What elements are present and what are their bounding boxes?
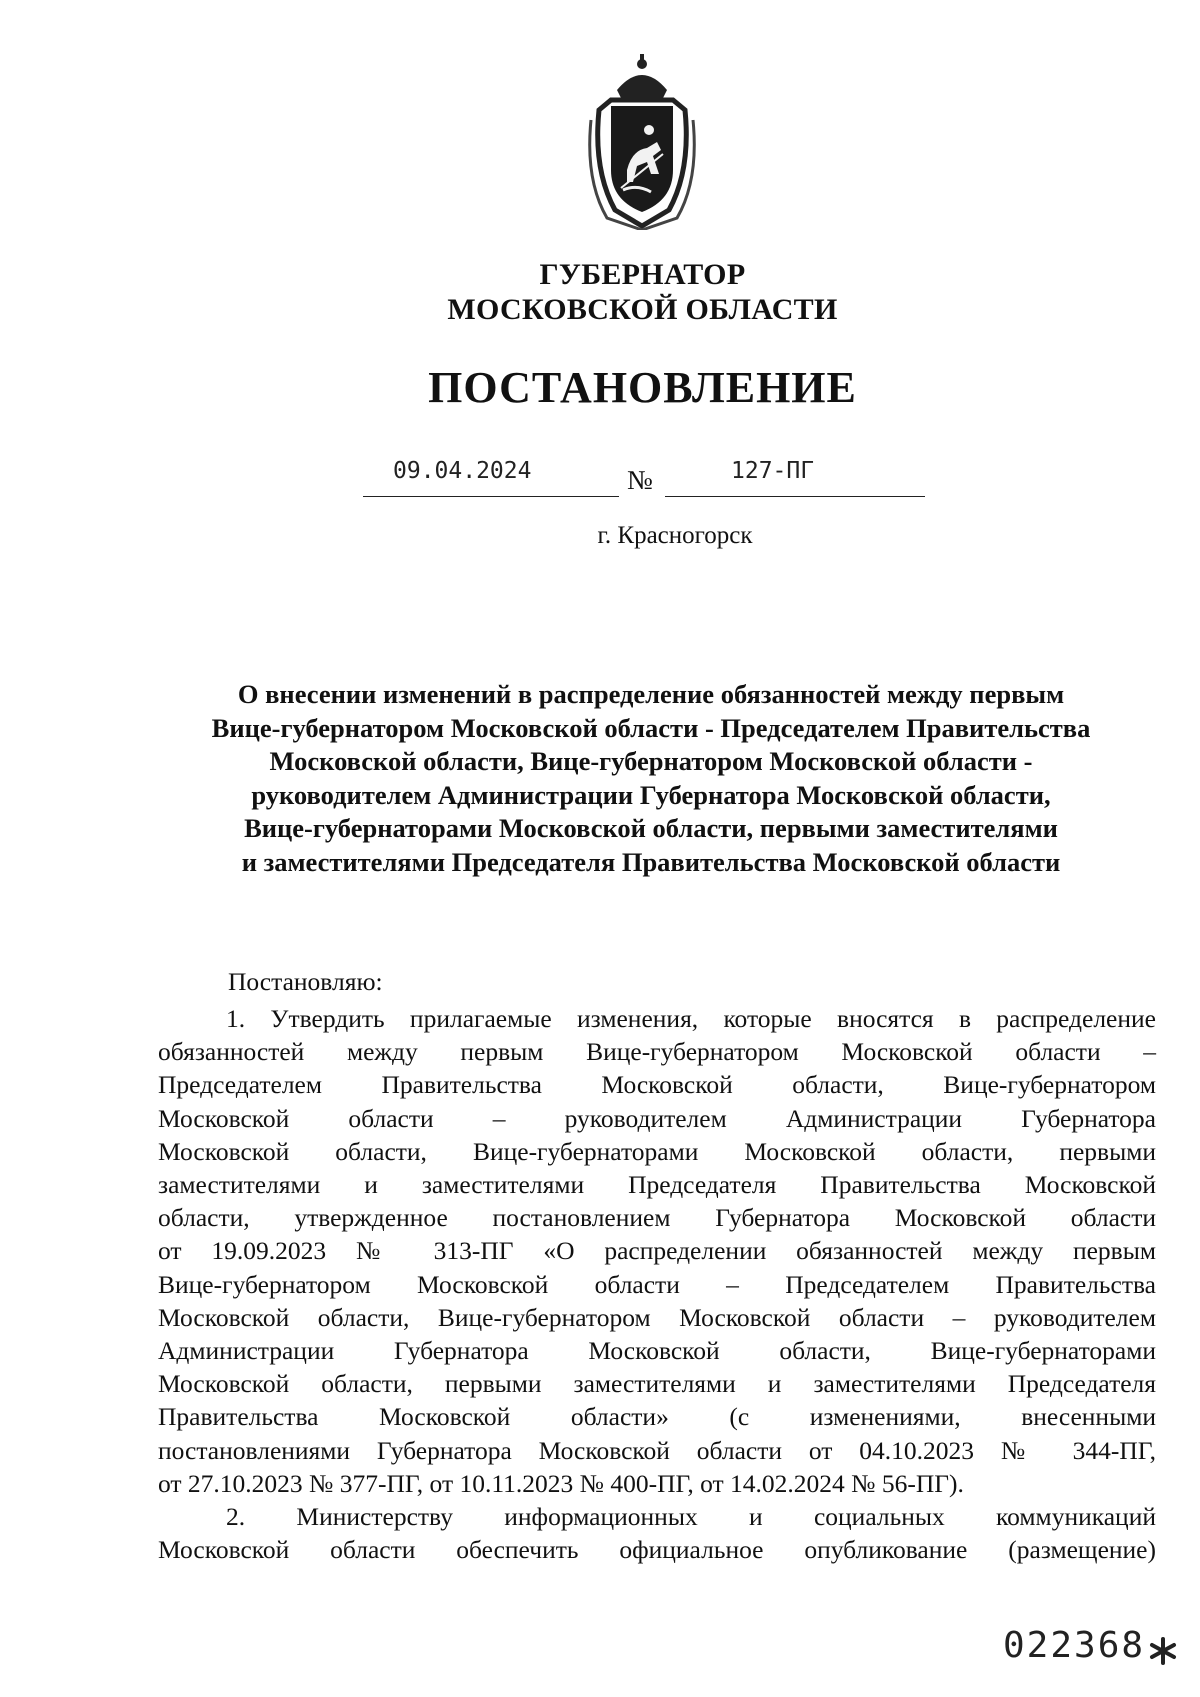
issuer-region: МОСКОВСКОЙ ОБЛАСТИ <box>447 293 838 326</box>
title-line: руководителем Администрации Губернатора Московской области, <box>251 779 1051 810</box>
body-line: 1. Утвердить прилагаемые изменения, которые вносятся в распределение <box>226 1004 1156 1033</box>
title-line: О внесении изменений в распределение обязанностей между первым <box>237 679 1065 709</box>
body-line: Московской области, первыми заместителями и заместителями Председателя <box>158 1369 1156 1399</box>
title-line: Вице-губернаторами Московской области, первыми заместителями <box>244 813 1058 843</box>
body-line: от 27.10.2023 № 377-ПГ, от 10.11.2023 № 400-ПГ, от 14.02.2024 № 56-ПГ). <box>158 1468 964 1498</box>
number-field <box>665 458 925 497</box>
document-type-heading: ПОСТАНОВЛЕНИЕ <box>428 363 857 412</box>
body-line: Председателем Правительства Московской области, Вице-губернатором <box>158 1070 1156 1100</box>
body-line: от 19.09.2023 № 313-ПГ «О распределении обязанностей между первым <box>158 1236 1156 1266</box>
title-line: Московской области, Вице-губернатором Московской области - <box>269 746 1033 776</box>
body-line: Московской области – руководителем Администрации Губернатора <box>158 1103 1156 1133</box>
body-line: 2. Министерству информационных и социальных коммуникаций <box>226 1502 1156 1532</box>
document-date: 09.04.2024 <box>393 458 532 484</box>
body-line: Московской области, Вице-губернаторами Московской области, первыми <box>158 1136 1156 1166</box>
body-line: Вице-губернатором Московской области – Председателем Правительства <box>158 1269 1156 1299</box>
number-sign: № <box>627 465 653 495</box>
city: г. Красногорск <box>597 522 753 549</box>
body-line: заместителями и заместителями Председателя Правительства Московской <box>158 1170 1156 1200</box>
body-line: постановлениями Губернатора Московской области от 04.10.2023 № 344-ПГ, <box>158 1435 1156 1465</box>
asterisk-icon <box>1147 1635 1179 1667</box>
document-title <box>170 678 1132 879</box>
body-line: Московской области обеспечить официальное опубликование (размещение) <box>158 1535 1156 1565</box>
body-line: области, утвержденное постановлением Губернатора Московской области <box>158 1203 1156 1233</box>
registration-number: 022368 <box>1003 1625 1146 1666</box>
title-line: и заместителями Председателя Правительства Московской области <box>241 846 1061 877</box>
issuer-title: ГУБЕРНАТОР <box>539 258 746 291</box>
document-body <box>158 1002 1156 1566</box>
body-line: Правительства Московской области» (с изменениями, внесенными <box>158 1402 1156 1432</box>
title-line: Вице-губернатором Московской области - Председателем Правительства <box>211 712 1091 743</box>
document-number: 127-ПГ <box>731 458 815 484</box>
body-line: Московской области, Вице-губернатором Московской области – руководителем <box>158 1302 1156 1332</box>
decree-lead: Постановляю: <box>228 967 383 996</box>
body-line: Администрации Губернатора Московской области, Вице-губернаторами <box>158 1336 1156 1366</box>
coat-of-arms-emblem <box>577 50 707 230</box>
date-field <box>363 458 619 497</box>
body-line: обязанностей между первым Вице-губернатором Московской области – <box>158 1037 1156 1067</box>
